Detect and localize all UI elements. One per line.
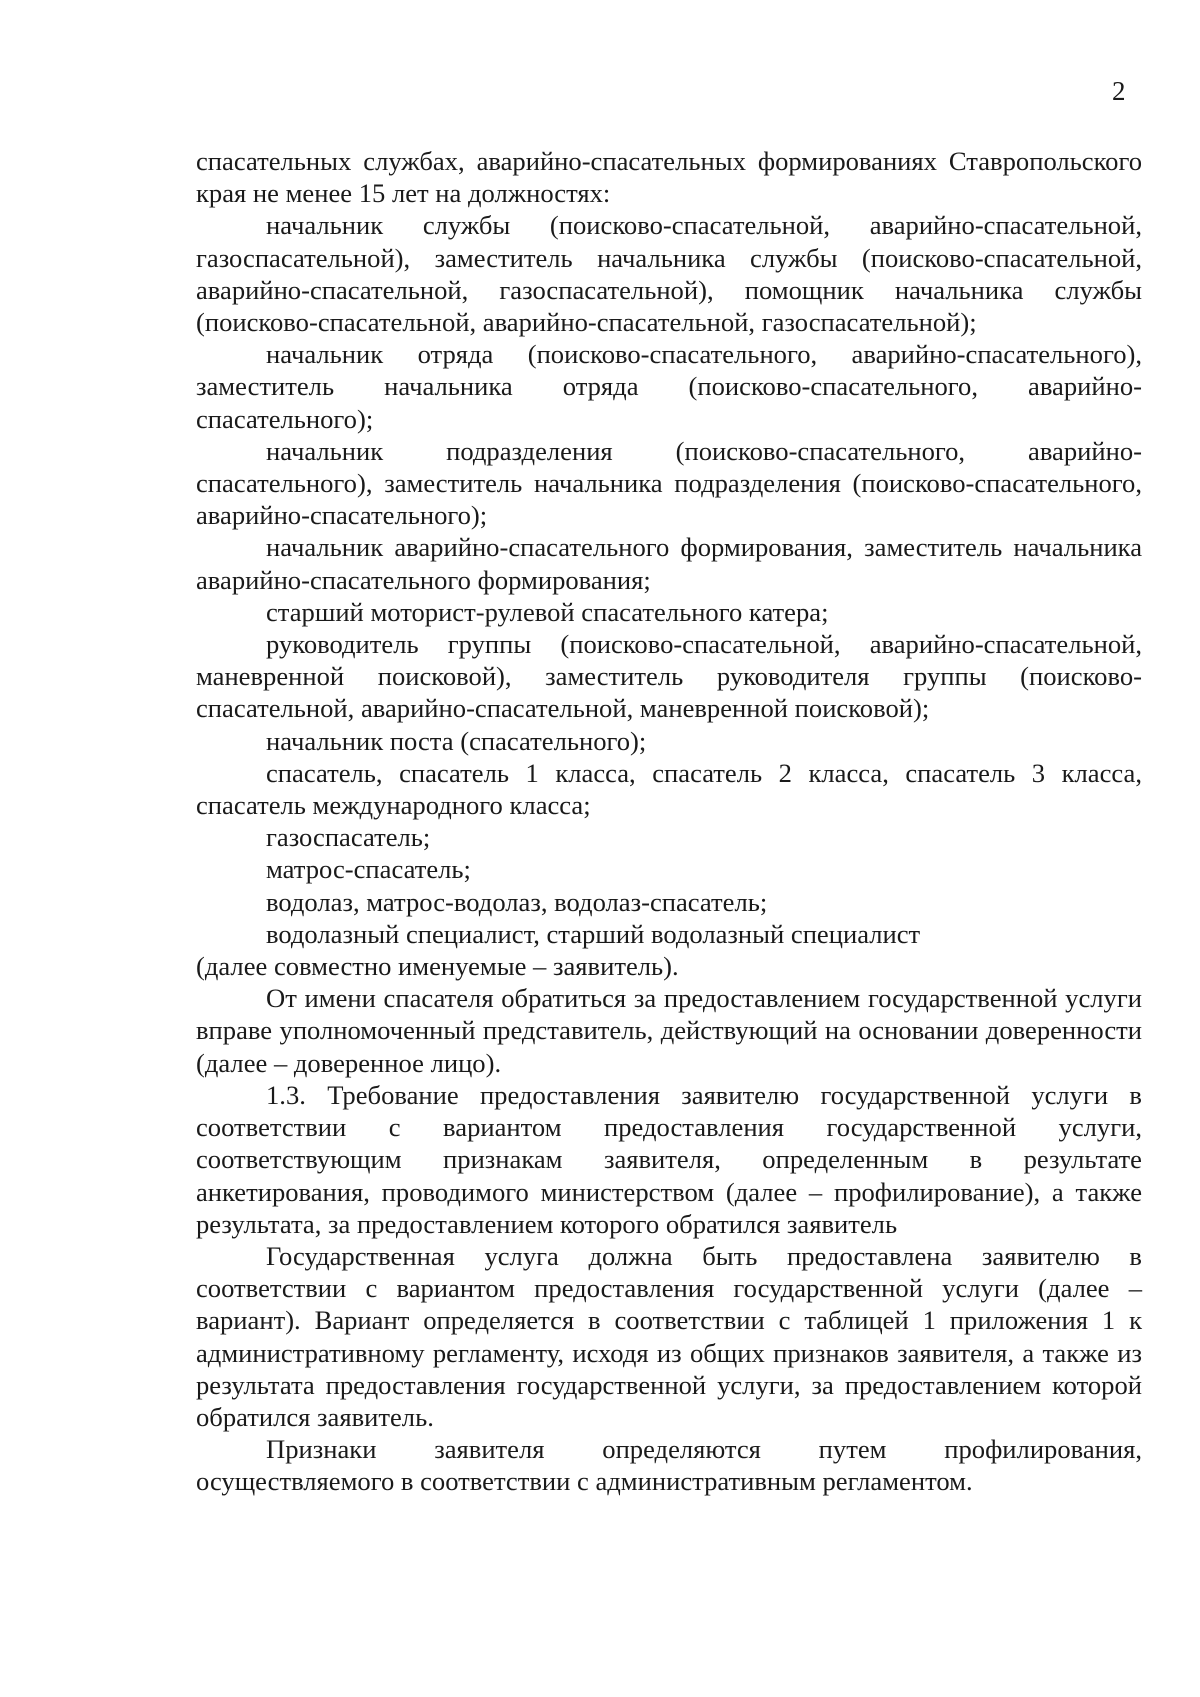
paragraph-unit-chief: начальник подразделения (поисково-спасательного, аварийно-спасательного), заместитель начальника подразделения (поисково-спасательного, аварийно-спасательного); bbox=[196, 435, 1142, 531]
paragraph-motorist: старший моторист-рулевой спасательного катера; bbox=[266, 596, 829, 627]
paragraph-detachment-chief: начальник отряда (поисково-спасательного, аварийно-спасательного), заместитель начальника отряда (поисково-спасательного, аварийно-спасательного); bbox=[196, 339, 1142, 434]
paragraph-group-leader: руководитель группы (поисково-спасательной, аварийно-спасательной, маневренной поисковой), заместитель руководителя группы (поисково-спасательной, аварийно-спасательной, маневренной поисковой); bbox=[196, 629, 1142, 724]
paragraph-service-chief: начальник службы (поисково-спасательной, аварийно-спасательной, газоспасательной), заместитель начальника службы (поисково-спасательной, аварийно-спасательной, газоспасательной), помощник начальника службы (поисково-спасательной, аварийно-спасательной, газоспасательной); bbox=[196, 210, 1142, 338]
paragraph-authorized-representative: От имени спасателя обратиться за предоставлением государственной услуги вправе уполномоченный представитель, действующий на основании доверенности (далее – доверенное лицо). bbox=[196, 983, 1142, 1078]
paragraph-sailor-rescuer: матрос-спасатель; bbox=[266, 854, 471, 885]
paragraph-applicant-definition: (далее совместно именуемые – заявитель). bbox=[196, 951, 679, 982]
paragraph-rescuer: спасатель, спасатель 1 класса, спасатель 2 класса, спасатель 3 класса, спасатель международного класса; bbox=[196, 757, 1142, 821]
paragraph-applicant-attributes: Признаки заявителя определяются путем профилирования, осуществляемого в соответствии с административным регламентом. bbox=[196, 1434, 1142, 1497]
page-number: 2 bbox=[1112, 76, 1126, 106]
paragraph-formation-chief: начальник аварийно-спасательного формирования, заместитель начальника аварийно-спасательного формирования; bbox=[196, 532, 1142, 595]
paragraph-service-variant: Государственная услуга должна быть предоставлена заявителю в соответствии с вариантом предоставления государственной услуги (далее – вариант). Вариант определяется в соответствии с таблицей 1 приложения 1 к административному регламенту, исходя из общих признаков заявителя, а также из результата предоставления государственной услуги, за предоставлением которой обратился заявитель. bbox=[196, 1240, 1142, 1432]
paragraph-section-1-3: 1.3. Требование предоставления заявителю государственной услуги в соответствии с вариантом предоставления государственной услуги, соответствующим признакам заявителя, определенным в результате анкетирования, проводимого министерством (далее – профилирование), а также результата, за предоставлением которого обратился заявитель bbox=[196, 1079, 1142, 1239]
document-body bbox=[196, 145, 1142, 1498]
paragraph-continuation: спасательных службах, аварийно-спасательных формированиях Ставропольского края не менее 15 лет на должностях: bbox=[196, 146, 1142, 209]
paragraph-diving-specialist: водолазный специалист, старший водолазный специалист bbox=[266, 918, 921, 949]
paragraph-gas-rescuer: газоспасатель; bbox=[266, 822, 431, 853]
paragraph-diver: водолаз, матрос-водолаз, водолаз-спасатель; bbox=[266, 886, 768, 917]
paragraph-post-chief: начальник поста (спасательного); bbox=[266, 725, 647, 756]
